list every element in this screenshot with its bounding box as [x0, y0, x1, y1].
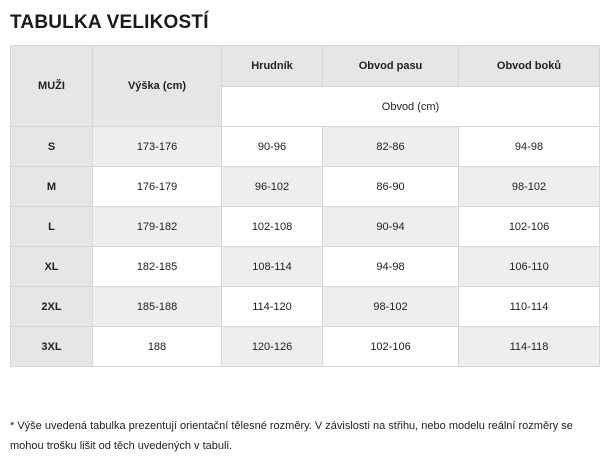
table-row — [11, 247, 600, 287]
waist-cell: 102-106 — [323, 327, 459, 367]
size-label: S — [11, 127, 93, 167]
footnote: * Výše uvedená tabulka prezentují orientační tělesné rozměry. V závislosti na střihu, nebo modelu reální rozměry se mohou trošku lišit od těch uvedených v tabuli. — [10, 420, 573, 452]
header-hips: Obvod boků — [459, 46, 600, 87]
table-row — [11, 327, 600, 367]
height-cell: 176-179 — [93, 167, 222, 207]
size-table — [10, 45, 600, 367]
hips-cell: 102-106 — [459, 207, 600, 247]
table-row — [11, 167, 600, 207]
table-row — [11, 127, 600, 167]
size-label: 2XL — [11, 287, 93, 327]
waist-cell: 90-94 — [323, 207, 459, 247]
waist-cell: 82-86 — [323, 127, 459, 167]
height-cell: 182-185 — [93, 247, 222, 287]
chest-cell: 96-102 — [222, 167, 323, 207]
header-circumference: Obvod (cm) — [222, 87, 600, 127]
size-label: M — [11, 167, 93, 207]
page-title: TABULKA VELIKOSTÍ — [10, 12, 209, 33]
header-gender: MUŽI — [11, 46, 93, 127]
chest-cell: 108-114 — [222, 247, 323, 287]
chest-cell: 102-108 — [222, 207, 323, 247]
size-label: 3XL — [11, 327, 93, 367]
hips-cell: 110-114 — [459, 287, 600, 327]
waist-cell: 98-102 — [323, 287, 459, 327]
header-chest: Hrudník — [222, 46, 323, 87]
hips-cell: 94-98 — [459, 127, 600, 167]
size-label: L — [11, 207, 93, 247]
height-cell: 188 — [93, 327, 222, 367]
hips-cell: 114-118 — [459, 327, 600, 367]
table-row — [11, 207, 600, 247]
height-cell: 185-188 — [93, 287, 222, 327]
waist-cell: 86-90 — [323, 167, 459, 207]
header-height: Výška (cm) — [93, 46, 222, 127]
height-cell: 179-182 — [93, 207, 222, 247]
header-waist: Obvod pasu — [323, 46, 459, 87]
waist-cell: 94-98 — [323, 247, 459, 287]
chest-cell: 90-96 — [222, 127, 323, 167]
size-label: XL — [11, 247, 93, 287]
height-cell: 173-176 — [93, 127, 222, 167]
chest-cell: 120-126 — [222, 327, 323, 367]
chest-cell: 114-120 — [222, 287, 323, 327]
hips-cell: 106-110 — [459, 247, 600, 287]
hips-cell: 98-102 — [459, 167, 600, 207]
table-row — [11, 287, 600, 327]
header-row — [11, 46, 600, 87]
